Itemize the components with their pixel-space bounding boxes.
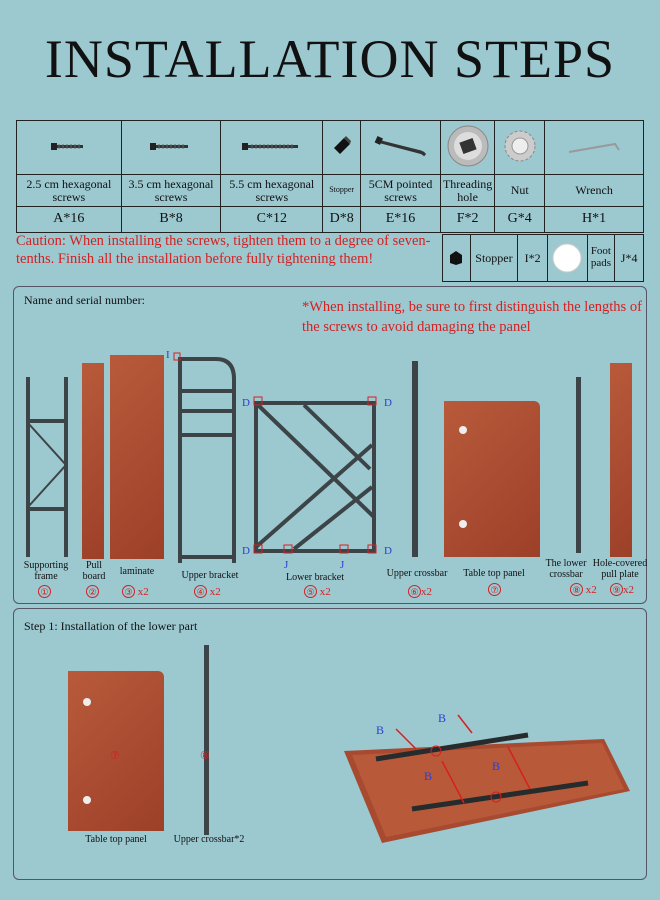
nut-icon (503, 129, 537, 163)
item-upper-crossbar-number: ⑥ x2 (408, 585, 432, 598)
table-top-drawing (444, 401, 540, 557)
item-lower-crossbar-name: The lower crossbar (545, 558, 587, 580)
part-b-name: 3.5 cm hexagonal screws (121, 175, 221, 207)
step1-crossbar-number: ⑧ (200, 750, 210, 762)
item-lower-bracket-number: ⑤ x2 (304, 585, 331, 598)
part-f-qty: F*2 (440, 207, 494, 233)
pull-plate-drawing (610, 363, 632, 557)
supporting-frame-drawing (24, 377, 70, 557)
upper-bracket-drawing (176, 355, 238, 565)
part-h-image (545, 121, 644, 175)
part-d-name: Stopper (323, 175, 361, 207)
item-pull-board-name: Pull board (82, 560, 106, 582)
part-g-qty: G*4 (495, 207, 545, 233)
part-a-image (17, 121, 122, 175)
item-laminate-name: laminate (119, 566, 155, 577)
extra-stopper-qty: I*2 (518, 235, 548, 281)
item-upper-bracket-name: Upper bracket (181, 570, 239, 581)
step1-marker-b-4: B (492, 759, 501, 773)
item-pull-board-number: ② (86, 585, 99, 598)
marker-j-right: J (340, 559, 345, 571)
item-laminate-number: ③ x2 (122, 585, 149, 598)
part-f-image (440, 121, 494, 175)
item-table-top-name: Table top panel (463, 568, 525, 579)
pointed-screw-icon (373, 135, 429, 157)
medium-screw-icon (148, 139, 194, 153)
marker-d-bottom-right: D (384, 545, 392, 557)
part-a-name: 2.5 cm hexagonal screws (17, 175, 122, 207)
lower-crossbar-drawing (576, 377, 581, 553)
part-f-name: Threading hole (440, 175, 494, 207)
parts-table (16, 120, 644, 233)
item-upper-crossbar-name: Upper crossbar (386, 568, 448, 579)
part-d-qty: D*8 (323, 207, 361, 233)
step1-panel-caption: Table top panel (85, 834, 147, 845)
components-panel (13, 286, 647, 604)
extra-footpad-name: Foot pads (588, 235, 616, 281)
pull-board-drawing (82, 363, 104, 559)
item-upper-bracket-number: ④ x2 (194, 585, 221, 598)
marker-d-top-left: D (242, 397, 250, 409)
laminate-drawing (110, 355, 164, 559)
step1-crossbar-drawing (204, 645, 209, 835)
short-screw-icon (49, 139, 89, 153)
part-d-image (323, 121, 361, 175)
part-g-name: Nut (495, 175, 545, 207)
marker-j-left: J (284, 559, 289, 571)
wrench-icon (565, 136, 623, 156)
step1-marker-b-1: B (376, 723, 385, 737)
part-c-qty: C*12 (221, 207, 323, 233)
components-label: Name and serial number: (24, 293, 145, 307)
part-e-image (361, 121, 441, 175)
black-stopper-icon (443, 235, 471, 281)
item-pull-plate-number: ⑨ x2 (610, 583, 634, 596)
step1-crossbar-caption: Upper crossbar*2 (173, 834, 245, 845)
step1-label: Step 1: Installation of the lower part (24, 619, 198, 633)
item-pull-plate-name: Hole-covered pull plate (592, 558, 648, 580)
part-c-image (221, 121, 323, 175)
part-a-qty: A*16 (17, 207, 122, 233)
foot-pad-icon (548, 235, 588, 281)
marker-d-top-right: D (384, 397, 392, 409)
extra-stopper-name: Stopper (471, 235, 519, 281)
part-b-qty: B*8 (121, 207, 221, 233)
lower-bracket-drawing (254, 397, 384, 553)
step1-marker-b-3: B (424, 769, 433, 783)
threading-hole-icon (446, 124, 490, 168)
page-title: INSTALLATION STEPS (44, 29, 616, 89)
upper-crossbar-drawing (412, 361, 418, 557)
screw-length-note: *When installing, be sure to first distinguish the lengths of the screws to avoid damaging the panel (302, 299, 642, 336)
item-supporting-frame-name: Supporting frame (23, 560, 69, 582)
step1-marker-b-2: B (438, 711, 447, 725)
caution-text: Caution: When installing the screws, tighten them to a degree of seven-tenths. Finish all the installation before fully tightening them! (16, 233, 431, 268)
item-supporting-frame-number: ① (38, 585, 51, 598)
part-e-qty: E*16 (361, 207, 441, 233)
extra-parts-box (442, 234, 644, 282)
part-h-name: Wrench (545, 175, 644, 207)
item-lower-bracket-name: Lower bracket (285, 572, 345, 583)
part-h-qty: H*1 (545, 207, 644, 233)
stopper-icon (330, 134, 354, 158)
marker-d-bottom-left: D (242, 545, 250, 557)
step1-assembly-drawing (332, 733, 632, 843)
long-screw-icon (240, 139, 304, 153)
part-c-name: 5.5 cm hexagonal screws (221, 175, 323, 207)
item-table-top-number: ⑦ (488, 583, 501, 596)
part-e-name: 5CM pointed screws (361, 175, 441, 207)
part-b-image (121, 121, 221, 175)
marker-i: I (166, 349, 170, 361)
item-lower-crossbar-number: ⑧ x2 (570, 583, 597, 596)
part-g-image (495, 121, 545, 175)
step1-panel-number: ⑦ (110, 750, 120, 762)
extra-footpad-qty: J*4 (620, 250, 638, 265)
step1-panel (13, 608, 647, 880)
